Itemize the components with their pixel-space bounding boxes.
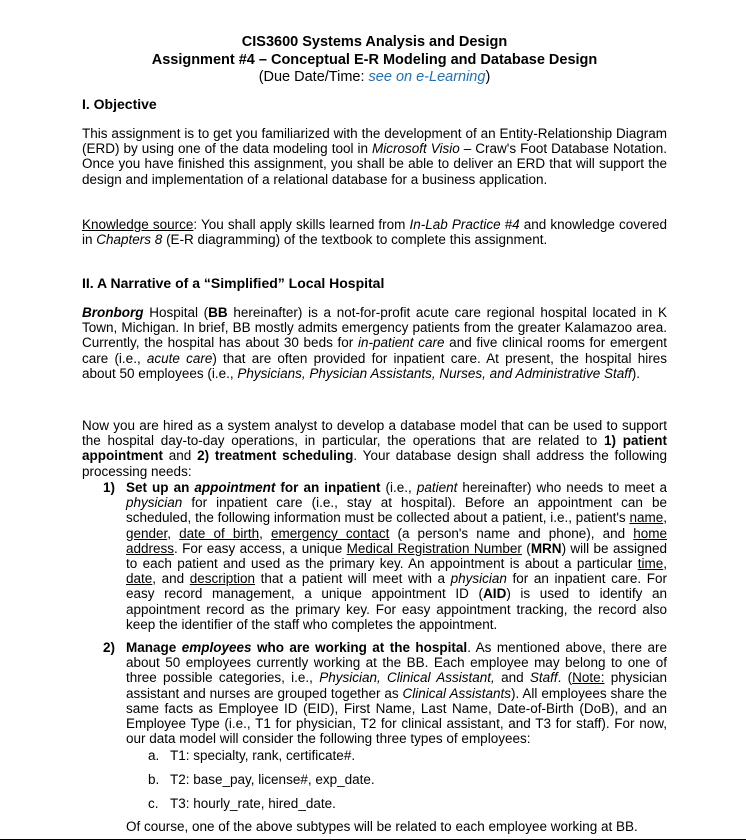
objective-paragraph: This assignment is to get you familiarized with the development of an Entity-Relationship Diagram (ERD) by using one of the data modeling tool in Microsoft Visio – Craw's Foot Database Notation. Once you have finished this assignment, you shall be able to deliver an ERD that will support the design and implementation of a relational database for a business application. — [82, 126, 667, 187]
assignment-title: Assignment #4 – Conceptual E-R Modeling and Database Design — [151, 51, 598, 68]
due-date-line: (Due Date/Time: see on e-Learning) — [258, 69, 491, 85]
hospital-intro-paragraph: Bronborg Hospital (BB hereinafter) is a not-for-profit acute care regional hospital located in K Town, Michigan. In brief, BB mostly admits emergency patients from the greater Kalamazoo area. Currently, the hospital has about 30 beds for in-patient care and five clinical rooms for emergent care (i.e., acute care) that are often provided for inpatient care. At present, the hospital hires about 50 employees (i.e., Physicians, Physician Assistants, Nurses, and Administrative Staff). — [82, 305, 667, 381]
section-heading-objective: I. Objective — [82, 96, 157, 112]
subitem-t3: c. T3: hourly_rate, hired_date. — [148, 796, 336, 811]
knowledge-source-paragraph: Knowledge source: You shall apply skills learned from In-Lab Practice #4 and knowledge covered in Chapters 8 (E-R diagramming) of the textbook to complete this assignment. — [82, 217, 667, 248]
document-header — [82, 34, 667, 87]
subitem-t2: b. T2: base_pay, license#, exp_date. — [148, 772, 375, 787]
analyst-paragraph: Now you are hired as a system analyst to develop a database model that can be used to support the hospital day-to-day operations, in particular, the operations that are related to 1) patient appointment and 2) treatment scheduling. Your database design shall address the following processing needs: — [82, 418, 668, 479]
course-title: CIS3600 Systems Analysis and Design — [241, 34, 508, 50]
section-heading-narrative: II. A Narrative of a “Simplified” Local Hospital — [82, 275, 385, 291]
due-date-link[interactable]: see on e-Learning — [368, 69, 486, 85]
closing-sentence: Of course, one of the above subtypes will be related to each employee working at BB. — [126, 819, 638, 834]
subitem-t1: a. T1: specialty, rank, certificate#. — [148, 748, 356, 763]
